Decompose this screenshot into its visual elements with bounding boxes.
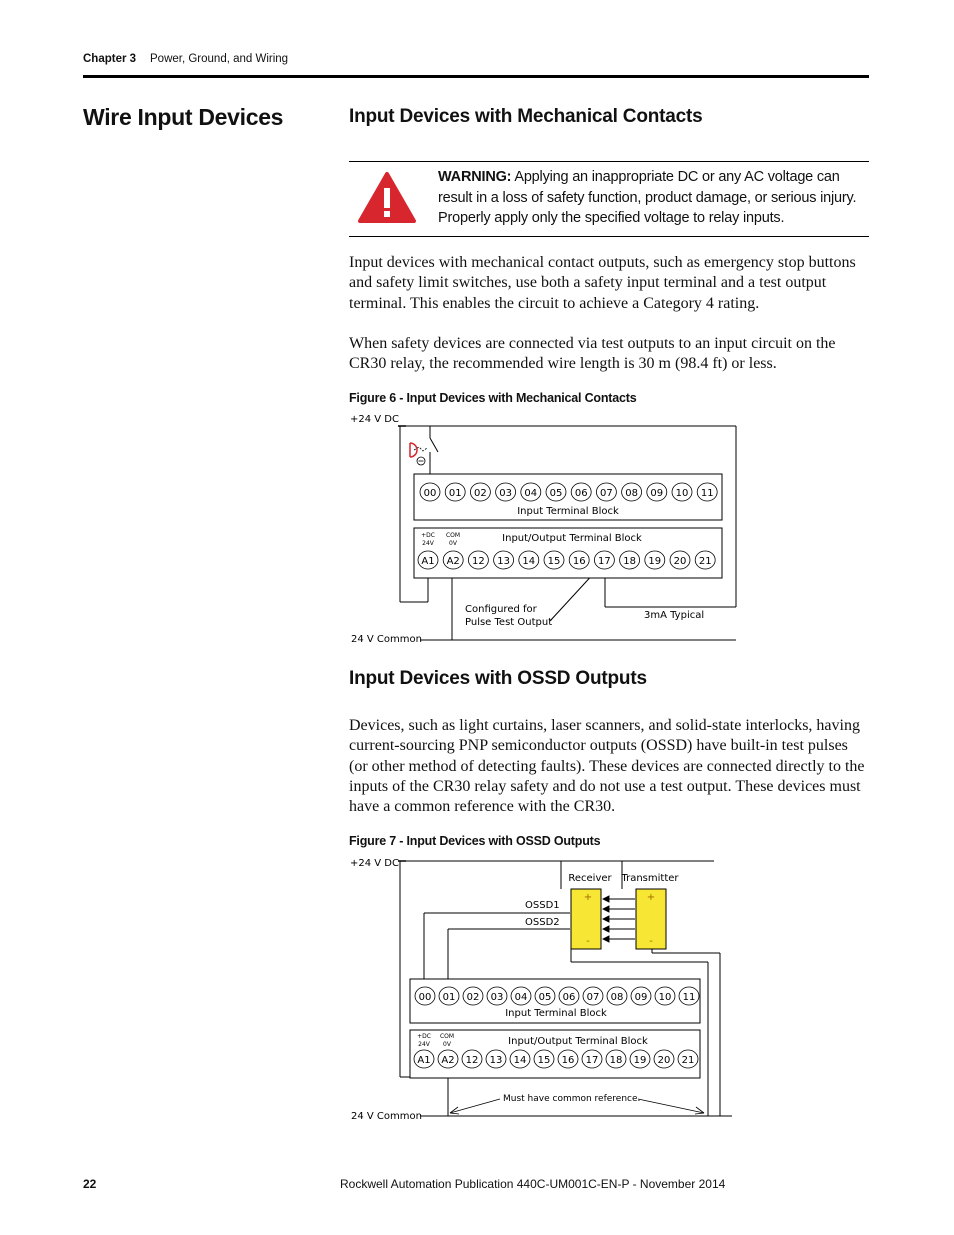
beam-arrow: [603, 896, 635, 902]
dc-label: +DC: [417, 1033, 431, 1040]
terminal-label: 13: [489, 1055, 503, 1066]
com-label: COM: [439, 1033, 455, 1040]
com-voltage-label: 0V: [443, 1041, 451, 1048]
warning-message: Applying an inappropriate DC or any AC voltage can result in a loss of safety function, product damage, or serious injury. Properly apply only the specified voltage to relay inputs.: [438, 169, 857, 226]
terminal-label: 04: [514, 992, 528, 1003]
terminal-label: 10: [658, 992, 672, 1003]
figure-7-caption: Figure 7 - Input Devices with OSSD Outputs: [349, 834, 601, 848]
common-label: 24 V Common: [351, 1111, 422, 1122]
terminal-label: 21: [681, 1055, 695, 1066]
com-voltage-label: 0V: [449, 540, 457, 547]
terminal-label: 08: [610, 992, 624, 1003]
terminal-label: 11: [700, 488, 714, 499]
terminal-label: A1: [417, 1055, 431, 1066]
beam-arrow: [603, 936, 635, 942]
terminal-label: 00: [423, 488, 437, 499]
terminal-label: 17: [585, 1055, 599, 1066]
receiver-label: Receiver: [568, 873, 612, 884]
terminal-label: A2: [441, 1055, 455, 1066]
figure-7-diagram: [340, 852, 750, 1127]
beam-arrow: [603, 926, 635, 932]
terminal-label: 17: [598, 556, 611, 567]
dc-voltage-label: 24V: [418, 1041, 430, 1048]
terminal-label: 19: [633, 1055, 647, 1066]
terminal-label: 03: [490, 992, 504, 1003]
terminal-label: 06: [574, 488, 588, 499]
terminal-label: A2: [446, 556, 460, 567]
light-beam-arrows: [603, 896, 635, 942]
io-block-label: Input/Output Terminal Block: [502, 533, 642, 544]
terminal-label: A1: [421, 556, 435, 567]
transmitter-minus: -: [649, 936, 653, 947]
terminal-label: 03: [499, 488, 512, 499]
paragraph-mechanical-2: When safety devices are connected via test outputs to an input circuit on the CR30 relay, the recommended wire length is 30 m (98.4 ft) or less.: [349, 335, 836, 373]
current-note: 3mA Typical: [644, 610, 705, 621]
paragraph-mechanical-1: Input devices with mechanical contact outputs, such as emergency stop buttons and safety limit switches, use both a safety input terminal and a test output terminal. This enables the circuit to achieve a Category 4 rating.: [349, 254, 856, 312]
terminal-label: 00: [418, 992, 432, 1003]
warning-label: WARNING:: [438, 169, 512, 185]
transmitter-label: Transmitter: [621, 873, 679, 884]
terminal-label: 19: [648, 556, 662, 567]
supply-label: +24 V DC: [350, 414, 399, 425]
supply-label: +24 V DC: [350, 858, 399, 869]
beam-arrow: [603, 906, 635, 912]
terminal-label: 18: [623, 556, 636, 567]
terminal-label: 16: [572, 556, 586, 567]
terminal-label: 21: [698, 556, 712, 567]
page-number: 22: [83, 1177, 97, 1191]
terminal-label: 20: [673, 556, 687, 567]
terminal-label: 12: [465, 1055, 479, 1066]
receiver-minus: -: [586, 936, 590, 947]
figure-6-caption: Figure 6 - Input Devices with Mechanical Contacts: [349, 391, 637, 405]
terminal-label: 07: [586, 992, 600, 1003]
terminal-label: 11: [682, 992, 696, 1003]
terminal-label: 20: [657, 1055, 671, 1066]
chapter-label: Chapter 3: [83, 53, 137, 65]
terminal-label: 05: [549, 488, 563, 499]
input-block-label: Input Terminal Block: [517, 506, 619, 517]
io-block-label: Input/Output Terminal Block: [508, 1036, 648, 1047]
terminal-label: 13: [497, 556, 510, 567]
terminal-label: 01: [442, 992, 456, 1003]
terminal-label: 06: [562, 992, 576, 1003]
transmitter-plus: +: [646, 892, 656, 903]
figure-6-diagram: [340, 408, 750, 648]
ossd2-label: OSSD2: [525, 917, 560, 928]
common-label: 24 V Common: [351, 634, 422, 645]
com-label: COM: [445, 532, 461, 539]
receiver-plus: +: [583, 892, 593, 903]
terminal-label: 16: [561, 1055, 575, 1066]
warning-text: [438, 167, 863, 229]
input-block-label: Input Terminal Block: [505, 1008, 607, 1019]
section-heading-mechanical: Input Devices with Mechanical Contacts: [349, 106, 703, 127]
section-heading-ossd: Input Devices with OSSD Outputs: [349, 668, 647, 689]
dc-voltage-label: 24V: [422, 540, 434, 547]
beam-arrow: [603, 916, 635, 922]
estop-button: [410, 443, 427, 465]
terminal-label: 15: [537, 1055, 551, 1066]
terminal-label: 10: [675, 488, 689, 499]
terminal-label: 12: [472, 556, 485, 567]
terminal-label: 09: [650, 488, 664, 499]
terminal-label: 07: [600, 488, 613, 499]
warning-triangle-icon: [357, 170, 417, 226]
main-heading: Wire Input Devices: [83, 104, 284, 130]
common-reference-note: Must have common reference.: [503, 1094, 641, 1104]
chapter-title: Power, Ground, and Wiring: [150, 53, 289, 65]
terminal-label: 15: [547, 556, 561, 567]
pulse-note-line-2: Pulse Test Output: [465, 617, 553, 628]
terminal-label: 08: [625, 488, 638, 499]
terminal-label: 04: [524, 488, 538, 499]
terminal-label: 01: [448, 488, 462, 499]
terminal-label: 14: [513, 1055, 527, 1066]
terminal-label: 02: [474, 488, 487, 499]
pulse-note-line-1: Configured for: [465, 604, 537, 615]
terminal-label: 09: [634, 992, 648, 1003]
ossd1-label: OSSD1: [525, 900, 560, 911]
terminal-label: 05: [538, 992, 552, 1003]
publication-info: Rockwell Automation Publication 440C-UM001C-EN-P - November 2014: [340, 1177, 726, 1191]
warning-box: [349, 161, 869, 237]
dc-label: +DC: [421, 532, 435, 539]
terminal-label: 18: [609, 1055, 623, 1066]
header-rule: [83, 75, 869, 78]
terminal-label: 02: [466, 992, 480, 1003]
terminal-label: 14: [522, 556, 536, 567]
paragraph-ossd: Devices, such as light curtains, laser scanners, and solid-state interlocks, having current-sourcing PNP semiconductor outputs (OSSD) have built-in test pulses (or other method of detecting faults). These devices are connected directly to the inputs of the CR30 relay safety and do not use a test output. These devices must have a common reference with the CR30.: [349, 717, 865, 816]
